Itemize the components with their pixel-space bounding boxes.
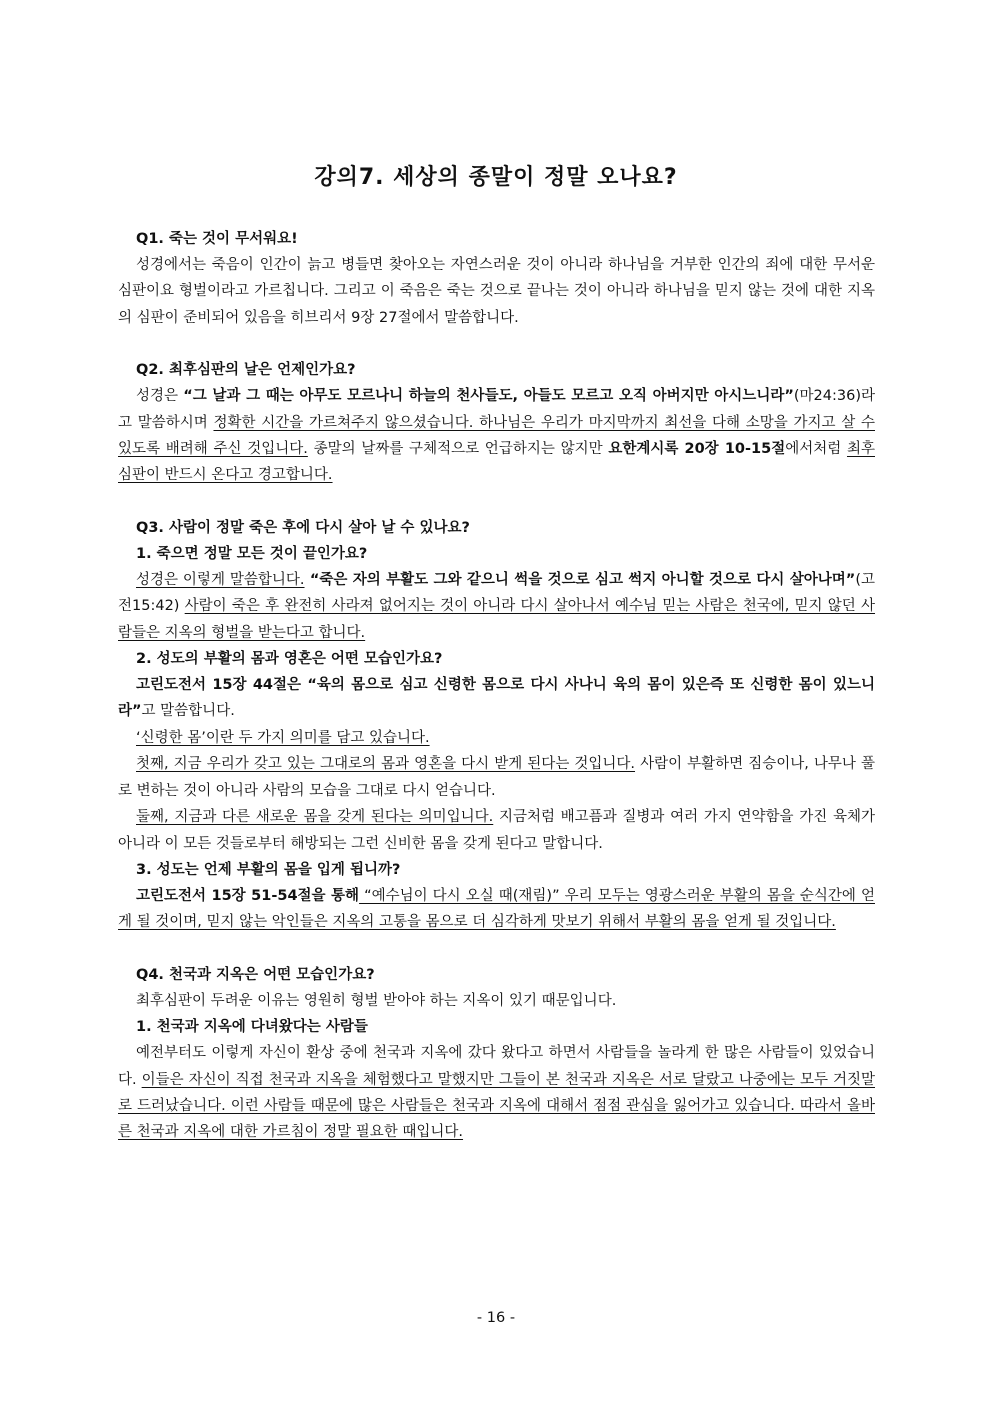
q2-text: (마24:36)라고 말씀하시며 <box>118 388 875 431</box>
q3-underlined-text: 성경은 이렇게 말씀합니다. <box>136 571 305 588</box>
q2-text: 종말의 날짜를 구체적으로 언급하지는 않지만 <box>307 441 609 458</box>
q2-text: 에서처럼 <box>785 441 847 458</box>
q2-underlined-text: 정확한 시간을 가르쳐주지 않으셨습니다. 하나님은 우리가 마지막까지 최선을 다해 소망을 가지고 살 수 있도록 배려해 주신 것입니다. <box>118 414 875 458</box>
document-body <box>118 226 875 1146</box>
q3-heading: Q3. 사람이 정말 죽은 후에 다시 살아 날 수 있나요? <box>136 519 470 536</box>
q3-text: 고 말씀합니다. <box>141 703 235 720</box>
q1-paragraph: 성경에서는 죽음이 인간이 늙고 병들면 찾아오는 자연스러운 것이 아니라 하나님을 거부한 인간의 죄에 대한 무서운 심판이요 형벌이라고 가르칩니다. 그리고 이 죽음은 죽는 것으로 끝나는 것이 아니라 하나님을 믿지 않는 것에 대한 지옥의 심판이 준비되어 있음을 히브리서 9장 27절에서 말씀합니다. <box>118 257 875 326</box>
q3-quote: “죽은 자의 부활도 그와 같으니 썩을 것으로 심고 썩지 아니할 것으로 다시 살아나며” <box>304 571 856 588</box>
q3-text: 지금처럼 배고픔과 질병과 여러 가지 연약함을 가진 육체가 아니라 이 모든 것들로부터 해방되는 그런 신비한 몸을 갖게 된다고 말합니다. <box>118 809 875 852</box>
q3-underlined-text: 사람이 죽은 후 완전히 사라져 없어지는 것이 아니라 다시 살아나서 예수님 믿는 사람은 천국에, 믿지 않던 사람들은 지옥의 형벌을 받는다고 합니다. <box>118 598 876 641</box>
q3-sub1-paragraph <box>118 567 875 646</box>
q3-sub1-heading: 1. 죽으면 정말 모든 것이 끝인가요? <box>136 545 368 562</box>
q3-bold-reference: 고린도전서 15장 44절은 <box>136 677 308 694</box>
q3-sub2-heading: 2. 성도의 부활의 몸과 영혼은 어떤 모습인가요? <box>136 651 443 668</box>
q4-text: 예전부터도 이렇게 자신이 환상 중에 천국과 지옥에 갔다 왔다고 하면서 사람들을 놀라게 한 많은 사람들이 있었습니다. <box>118 1045 875 1088</box>
q2-bold-reference: 요한계시록 20장 10-15절 <box>608 441 786 458</box>
q3-sub2-paragraph3 <box>118 751 875 804</box>
q3-underlined-text: 첫째, 지금 우리가 갖고 있는 그대로의 몸과 영혼을 다시 받게 된다는 것입니다. <box>136 756 636 773</box>
q1-heading: Q1. 죽는 것이 무서워요! <box>136 231 298 247</box>
q3-underlined-text: “예수님이 다시 오실 때(재림)” 우리 모두는 영광스러운 부활의 몸을 순식간에 얻게 될 것이며, 믿지 않는 악인들은 지옥의 고통을 몸으로 더 심각하게 맛보기 위해서 부활의 몸을 얻게 될 것입니다. <box>118 887 875 931</box>
q3-sub2-paragraph2 <box>118 725 875 751</box>
q3-sub2-paragraph1 <box>118 672 875 725</box>
q3-bold-reference: 고린도전서 15장 51-54절을 통해 <box>136 887 360 904</box>
q4-paragraph: 최후심판이 두려운 이유는 영원히 형벌 받아야 하는 지옥이 있기 때문입니다. <box>136 992 617 1009</box>
q2-underlined-text: 최후 심판이 반드시 온다고 경고합니다. <box>118 441 875 484</box>
q3-reference: (고전15:42) <box>118 571 876 615</box>
q3-sub3-paragraph <box>118 883 875 936</box>
q2-paragraph <box>118 383 875 489</box>
q3-sub2-paragraph4 <box>118 804 875 857</box>
q2-text: 성경은 <box>136 388 184 405</box>
q3-underlined-text: ‘신령한 몸’이란 두 가지 의미를 담고 있습니다. <box>136 729 430 746</box>
q3-quote: “육의 몸으로 심고 신령한 몸으로 다시 사나니 육의 몸이 있은즉 또 신령한 몸이 있느니라” <box>118 677 876 720</box>
q4-heading: Q4. 천국과 지옥은 어떤 모습인가요? <box>136 966 375 983</box>
page-number: - 16 - <box>476 1310 516 1326</box>
q2-heading: Q2. 최후심판의 날은 언제인가요? <box>136 362 356 379</box>
q3-sub3-heading: 3. 성도는 언제 부활의 몸을 입게 됩니까? <box>136 861 401 878</box>
page-title: 강의7. 세상의 종말이 정말 오나요? <box>314 165 678 190</box>
q3-underlined-text: 둘째, 지금과 다른 새로운 몸을 갖게 된다는 의미입니다. <box>136 809 494 826</box>
q2-quote: “그 날과 그 때는 아무도 모르나니 하늘의 천사들도, 아들도 모르고 오직 아버지만 아시느니라” <box>183 388 794 405</box>
q4-sub1-paragraph <box>118 1040 875 1146</box>
q4-underlined-text: 이들은 자신이 직접 천국과 지옥을 체험했다고 말했지만 그들이 본 천국과 지옥은 서로 달랐고 나중에는 모두 거짓말로 드러났습니다. 이런 사람들 때문에 많은 사람들은 천국과 지옥에 대해서 점점 관심을 잃어가고 있습니다. 따라서 올바른 천국과 지옥에 대한 가르침이 정말 필요한 때입니다. <box>118 1071 875 1141</box>
q4-sub1-heading: 1. 천국과 지옥에 다녀왔다는 사람들 <box>136 1019 368 1036</box>
q3-text: 사람이 부활하면 짐승이나, 나무나 풀로 변하는 것이 아니라 사람의 모습을 그대로 다시 얻습니다. <box>118 756 875 799</box>
